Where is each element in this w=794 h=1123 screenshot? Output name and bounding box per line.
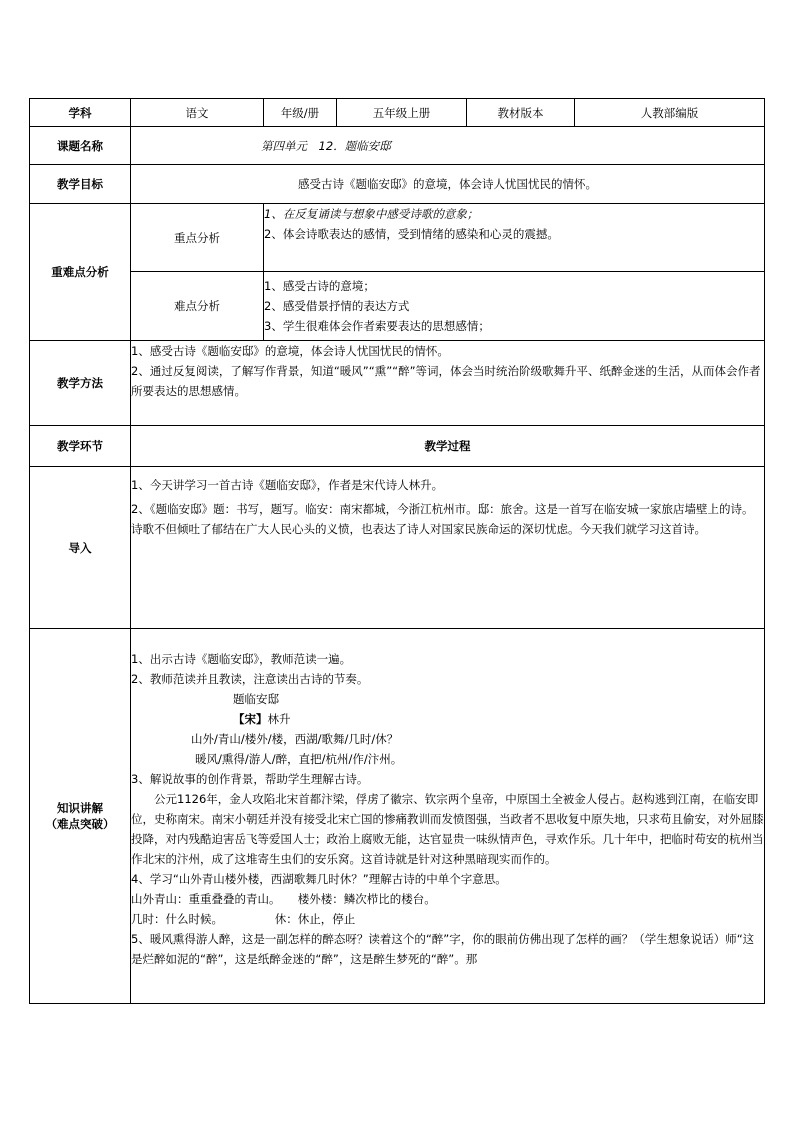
gloss-line: 几时：什么时候。 休：休止，停止 (131, 912, 356, 926)
intro-label: 导入 (30, 467, 131, 629)
background-paragraph: 公元1126年，金人攻陷北宋首都汴梁，俘虏了徽宗、钦宗两个皇帝，中原国土全被金人侵占。赵构逃到江南，在临安即位，史称南宋。南宋小朝廷并没有接受北宋亡国的惨痛教训而发愤图强，当政者不思收复中原失地，只求苟且偷安，对外屈膝投降，对内残酷迫害岳飞等爱国人士；政治上腐败无能，达官显贵一味纵情声色，寻欢作乐。几十年中，把临时苟安的杭州当作北宋的汴州，成了这堆寄生虫们的安乐窝。这首诗就是针对这种黑暗现实而作的。 (131, 792, 764, 866)
knowledge-step: 1、出示古诗《题临安邸》，教师范读一遍。 (131, 652, 352, 666)
method-content (131, 341, 765, 426)
process-title: 教学过程 (131, 426, 765, 467)
gloss-line: 山外青山：重重叠叠的青山。 楼外楼：鳞次栉比的楼台。 (131, 892, 436, 906)
info-row (30, 99, 765, 127)
focus-row (30, 204, 765, 272)
intro-item: 2、《题临安邸》题：书写，题写。临安：南宋都城，今浙江杭州市。邸：旅舍。这是一首写在临安城一家旅店墙壁上的诗。诗歌不但倾吐了郁结在广大人民心头的义愤，也表达了诗人对国家民族命运的深切忧虑。今天我们就学习这首诗。 (131, 502, 754, 536)
knowledge-sublabel: （难点突破） (45, 817, 115, 831)
poem-line: 山外/青山/楼外/楼，西湖/歌舞/几时/休？ (191, 732, 399, 746)
knowledge-row (30, 629, 765, 1004)
difficulty-item: 2、感受借景抒情的表达方式 (264, 299, 410, 313)
method-item: 2、通过反复阅读，了解写作背景，知道“暖风”“熏”“醉”等词，体会当时统治阶级歌舞升平、纸醉金迷的生活，从而体会作者所要表达的思想感情。 (131, 364, 761, 398)
intro-item: 1、今天讲学习一首古诗《题临安邸》，作者是宋代诗人林升。 (131, 478, 444, 492)
subject-label: 学科 (30, 99, 131, 127)
method-row (30, 341, 765, 426)
subject-value: 语文 (131, 99, 264, 127)
difficulty-item: 3、学生很难体会作者索要表达的思想感情； (264, 319, 490, 333)
lesson-name-label: 课题名称 (30, 127, 131, 165)
goal-text: 感受古诗《题临安邸》的意境，体会诗人忧国忧民的情怀。 (131, 165, 765, 204)
knowledge-content (131, 629, 765, 1004)
goal-label: 教学目标 (30, 165, 131, 204)
difficulty-label: 难点分析 (131, 272, 264, 341)
edition-label: 教材版本 (467, 99, 575, 127)
knowledge-label: 知识讲解 (57, 801, 103, 815)
lesson-name-row (30, 127, 765, 165)
method-label: 教学方法 (30, 341, 131, 426)
knowledge-step: 2、教师范读并且教读，注意读出古诗的节奏。 (131, 672, 369, 686)
difficulty-content (264, 272, 765, 341)
process-step-label: 教学环节 (30, 426, 131, 467)
focus-item: 2、体会诗歌表达的感情，受到情绪的感染和心灵的震撼。 (264, 227, 559, 241)
lesson-plan-table (29, 98, 765, 1004)
knowledge-step: 5、暖风熏得游人醉，这是一副怎样的醉态呀？读着这个的“醉”字，你的眼前仿佛出现了怎样的画？（学生想象说话）师“这是烂醉如泥的“醉”，这是纸醉金迷的“醉”，这是醉生梦死的“醉”。那 (131, 932, 755, 966)
poem-title: 题临安邸 (233, 692, 279, 706)
focus-content (264, 204, 765, 272)
method-item: 1、感受古诗《题临安邸》的意境，体会诗人忧国忧民的情怀。 (131, 344, 449, 358)
focus-label: 重点分析 (131, 204, 264, 272)
difficulty-item: 1、感受古诗的意境； (264, 279, 375, 293)
poem-line: 暖风/熏得/游人/醉，直把/杭州/作/汴州。 (195, 752, 403, 766)
poem-dynasty: 【宋】 (233, 712, 268, 726)
key-points-label: 重难点分析 (30, 204, 131, 341)
grade-label: 年级/册 (264, 99, 337, 127)
poem-author-line (131, 709, 764, 729)
grade-value: 五年级上册 (337, 99, 467, 127)
goal-row (30, 165, 765, 204)
intro-row (30, 467, 765, 629)
lesson-name-value: 第四单元 12．题临安邸 (131, 127, 765, 165)
edition-value: 人教部编版 (575, 99, 765, 127)
intro-content (131, 467, 765, 629)
knowledge-step: 4、学习“山外青山楼外楼，西湖歌舞几时休？”理解古诗的中单个字意思。 (131, 872, 507, 886)
knowledge-step: 3、解说故事的创作背景，帮助学生理解古诗。 (131, 772, 369, 786)
poem-author: 林升 (267, 712, 291, 726)
focus-item: 1、在反复诵读与想象中感受诗歌的意象； (264, 207, 479, 221)
process-header-row (30, 426, 765, 467)
difficulty-row (30, 272, 765, 341)
knowledge-label-cell (30, 629, 131, 1004)
